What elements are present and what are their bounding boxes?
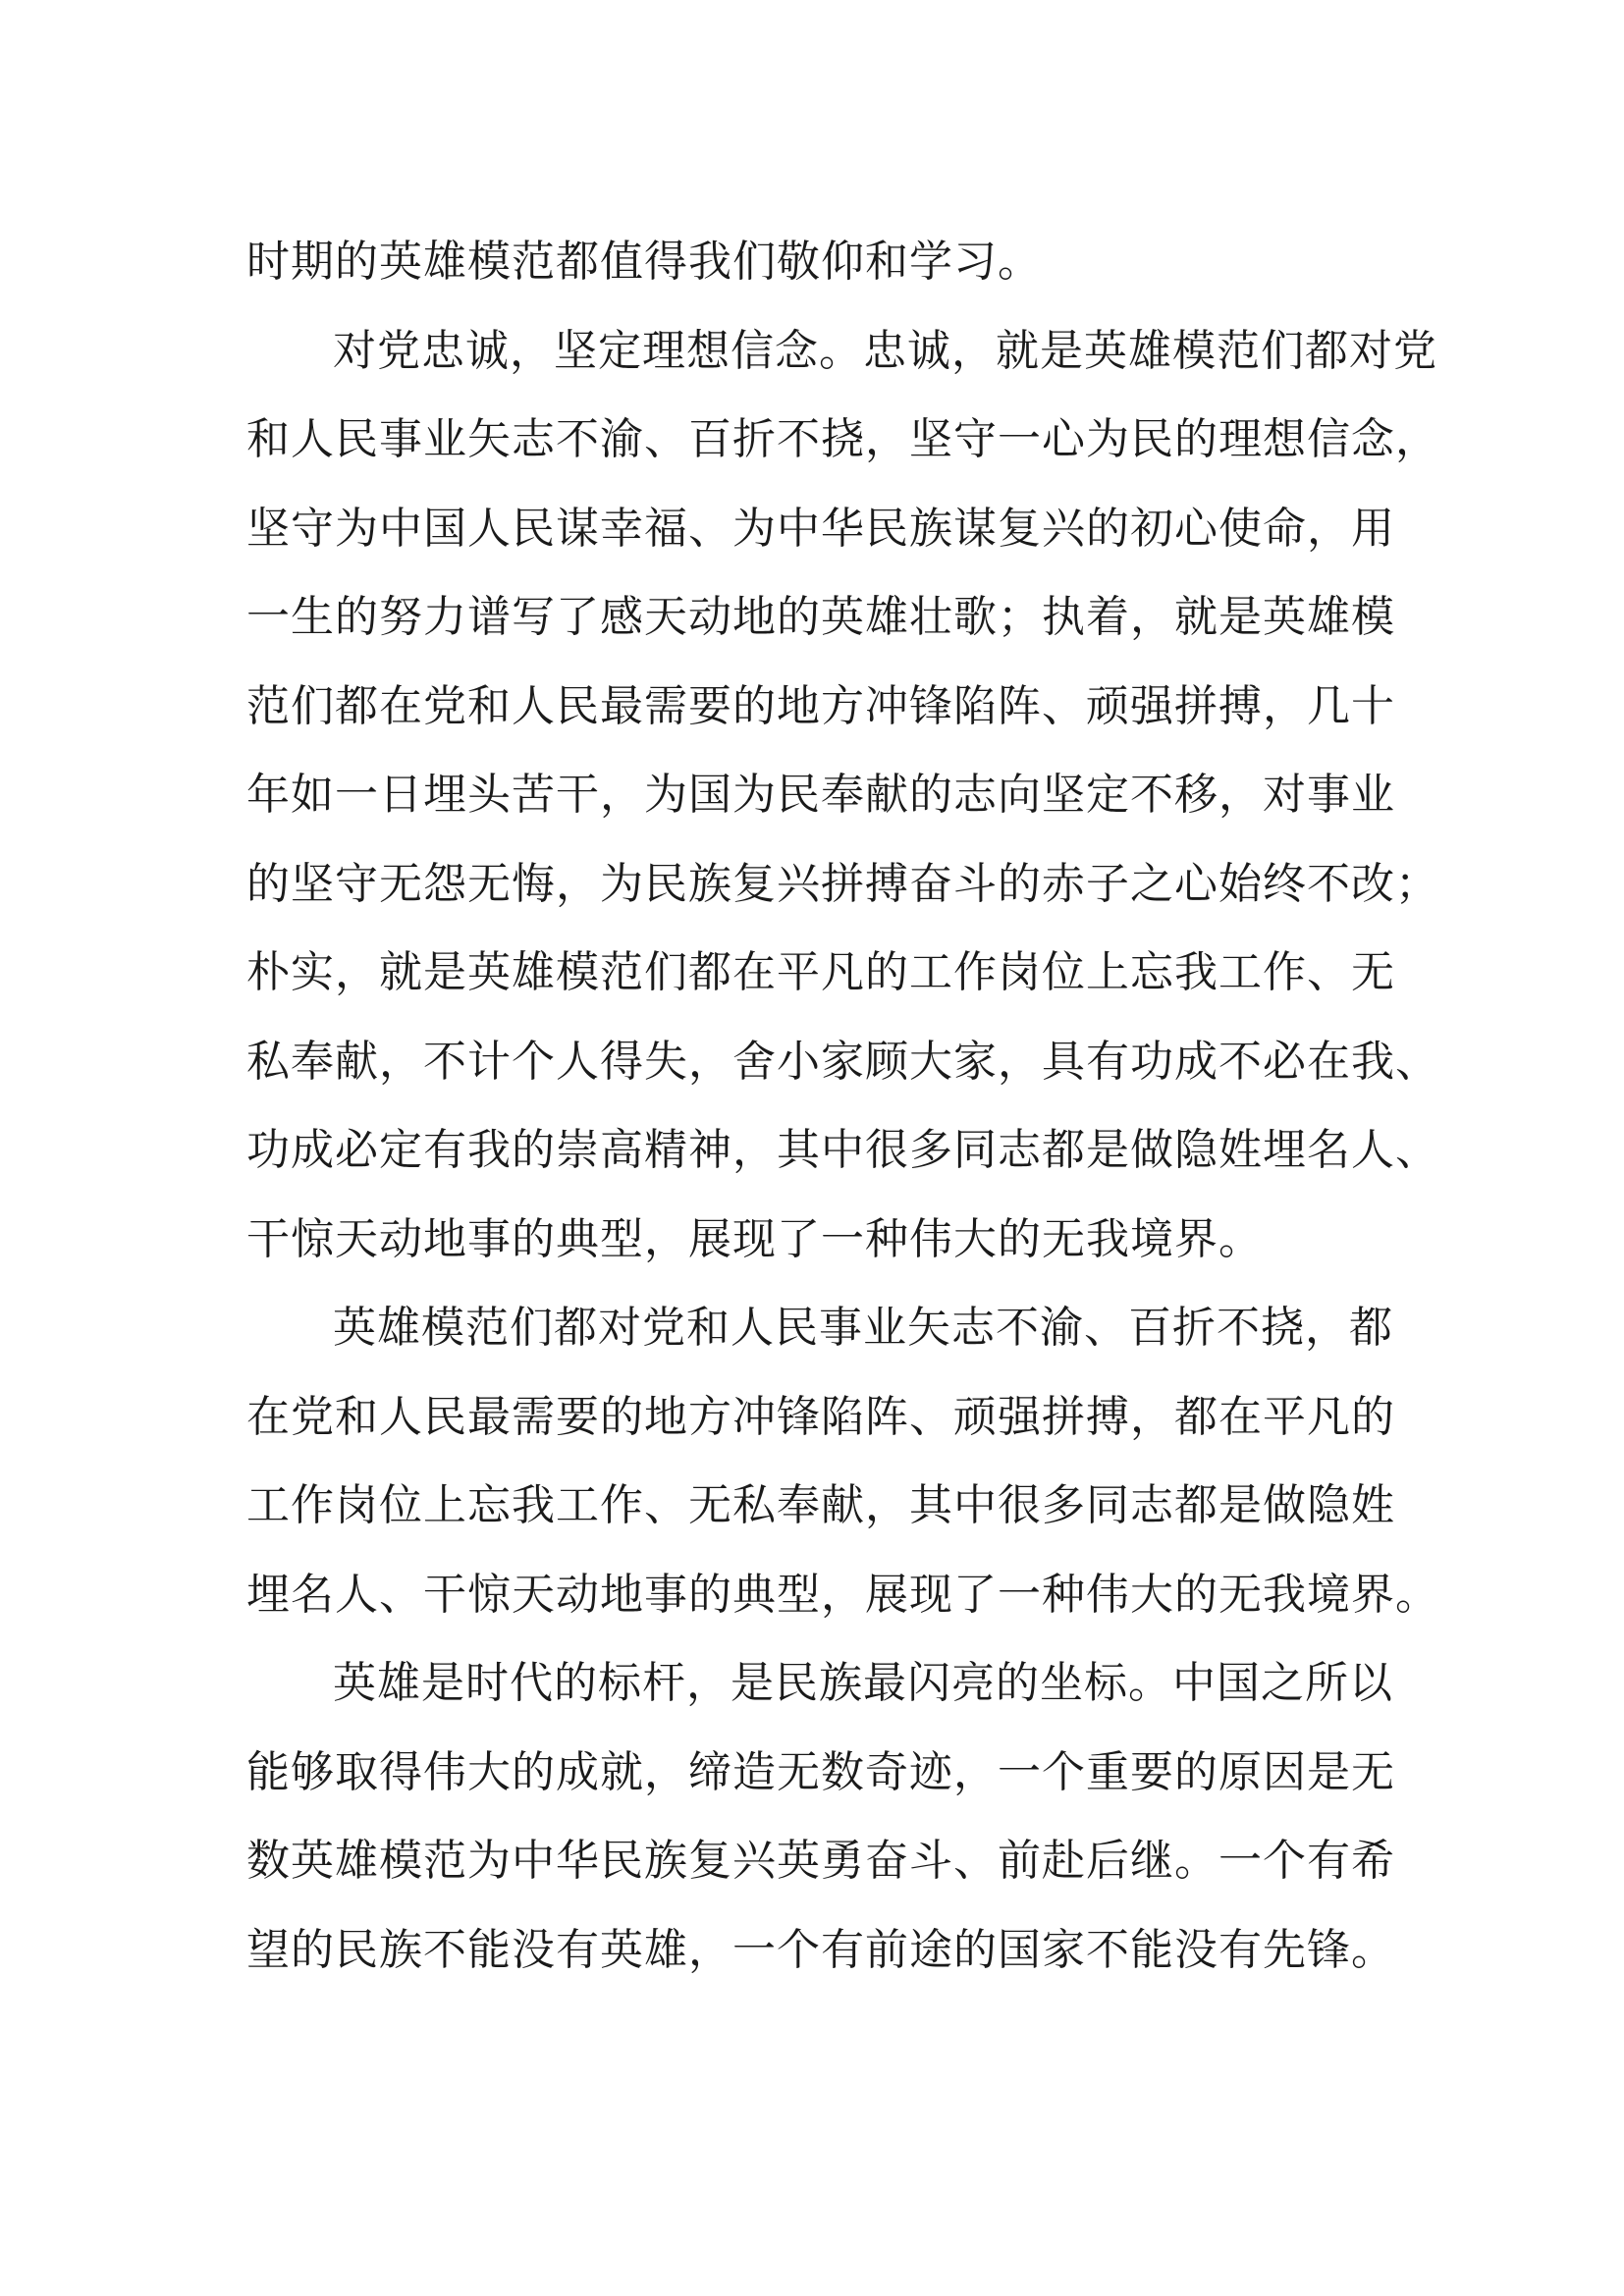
paragraph-start-line: 英雄是时代的标杆，是民族最闪亮的坐标。中国之所以 bbox=[333, 1658, 1393, 1708]
body-text bbox=[246, 218, 1439, 1995]
text-line: 和人民事业矢志不渝、百折不挠，坚守一心为民的理想信念， bbox=[246, 414, 1439, 464]
text-line: 埋名人、干惊天动地事的典型，展现了一种伟大的无我境界。 bbox=[246, 1569, 1439, 1620]
text-line: 的坚守无怨无悔，为民族复兴拼搏奋斗的赤子之心始终不改； bbox=[246, 858, 1439, 909]
text-line: 干惊天动地事的典型，展现了一种伟大的无我境界。 bbox=[246, 1213, 1263, 1264]
text-line: 范们都在党和人民最需要的地方冲锋陷阵、顽强拼搏，几十 bbox=[246, 680, 1395, 731]
text-line: 数英雄模范为中华民族复兴英勇奋斗、前赴后继。一个有希 bbox=[246, 1836, 1395, 1886]
text-line: 坚守为中国人民谋幸福、为中华民族谋复兴的初心使命，用 bbox=[246, 503, 1395, 554]
text-line: 能够取得伟大的成就，缔造无数奇迹，一个重要的原因是无 bbox=[246, 1746, 1395, 1797]
text-line: 一生的努力谱写了感天动地的英雄壮歌；执着，就是英雄模 bbox=[246, 592, 1395, 642]
paragraph-start-line: 英雄模范们都对党和人民事业矢志不渝、百折不挠，都 bbox=[333, 1303, 1393, 1353]
text-line: 私奉献，不计个人得失，舍小家顾大家，具有功成不必在我、 bbox=[246, 1036, 1439, 1087]
text-line: 朴实，就是英雄模范们都在平凡的工作岗位上忘我工作、无 bbox=[246, 947, 1395, 997]
text-line: 年如一日埋头苦干，为国为民奉献的志向坚定不移，对事业 bbox=[246, 770, 1395, 820]
text-line: 望的民族不能没有英雄，一个有前途的国家不能没有先锋。 bbox=[246, 1924, 1395, 1975]
text-line: 在党和人民最需要的地方冲锋陷阵、顽强拼搏，都在平凡的 bbox=[246, 1391, 1395, 1442]
text-line: 时期的英雄模范都值得我们敬仰和学习。 bbox=[246, 237, 1042, 287]
text-line: 工作岗位上忘我工作、无私奉献，其中很多同志都是做隐姓 bbox=[246, 1480, 1395, 1530]
text-line: 功成必定有我的崇高精神，其中很多同志都是做隐姓埋名人、 bbox=[246, 1125, 1439, 1175]
paragraph-start-line: 对党忠诚，坚定理想信念。忠诚，就是英雄模范们都对党 bbox=[333, 325, 1437, 376]
